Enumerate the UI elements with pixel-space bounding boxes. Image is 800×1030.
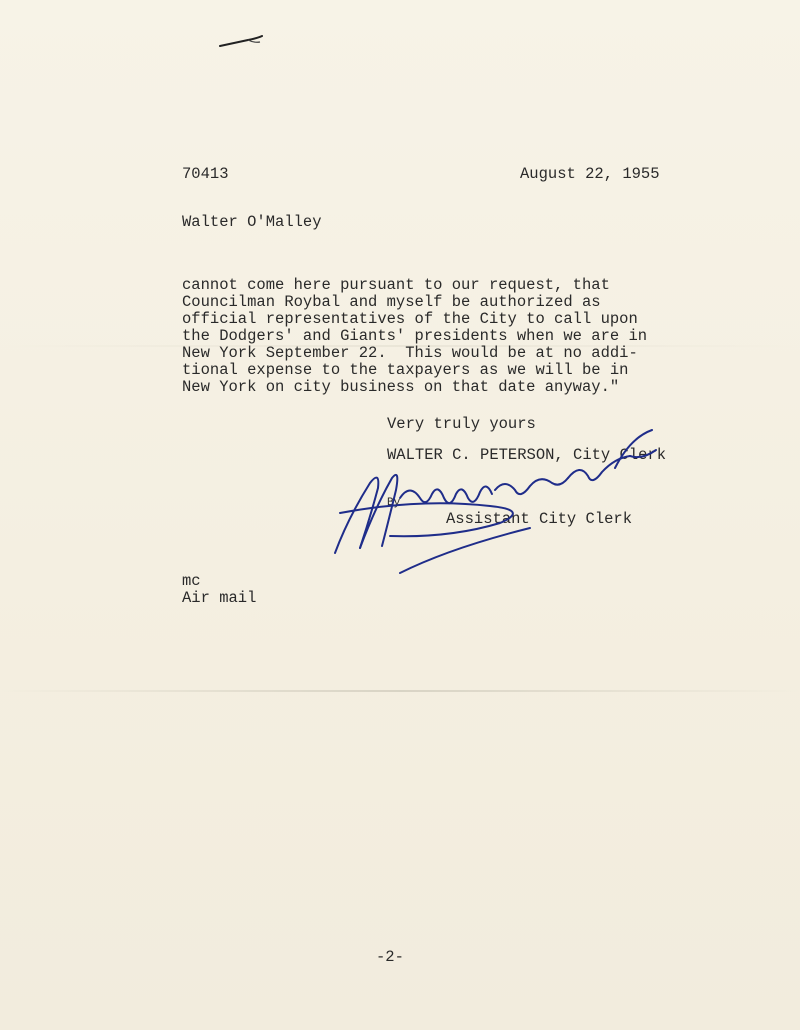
body-line: the Dodgers' and Giants' presidents when we are in: [182, 327, 648, 345]
page-number: -2-: [376, 948, 404, 966]
reference-number: 70413: [182, 165, 229, 183]
body-line: Councilman Roybal and myself be authorized as: [182, 293, 601, 311]
by-label: By: [387, 497, 401, 509]
body-line: tional expense to the taxpayers as we will be in: [182, 361, 629, 379]
addressee: Walter O'Malley: [182, 213, 322, 231]
closing: Very truly yours: [387, 415, 536, 433]
handwritten-signature: [330, 428, 670, 578]
signer-title: Assistant City Clerk: [446, 510, 633, 528]
signer-name: WALTER C. PETERSON, City Clerk: [387, 446, 667, 464]
body-line: official representatives of the City to call upon: [182, 310, 638, 328]
body-line: New York on city business on that date anyway.": [182, 378, 620, 396]
typist-initials: mc: [182, 572, 201, 590]
body-line: New York September 22. This would be at no addi-: [182, 344, 638, 362]
body-line: cannot come here pursuant to our request, that: [182, 276, 610, 294]
mail-type: Air mail: [182, 589, 257, 607]
letter-date: August 22, 1955: [520, 165, 660, 183]
paper-clip-mark-icon: [218, 34, 264, 50]
paper-fold-line: [0, 690, 800, 692]
